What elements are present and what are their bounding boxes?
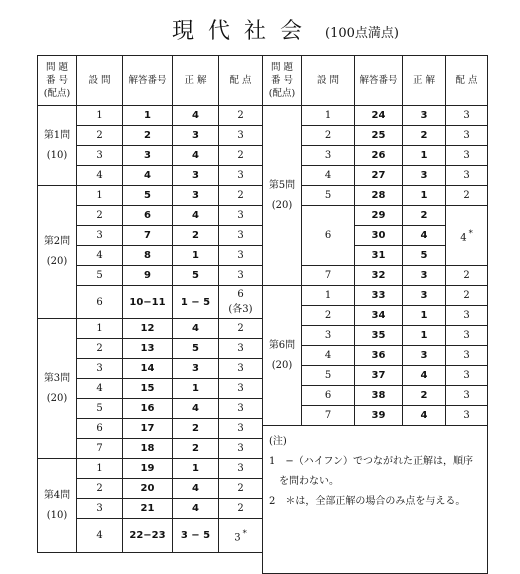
group-label-cell — [38, 106, 77, 186]
question-cell: 7 — [77, 439, 123, 459]
question-cell: 4 — [302, 166, 355, 186]
correct-answer-cell: 4 — [173, 319, 219, 339]
header-answer-number: 解答番号 — [123, 56, 173, 106]
points-cell — [219, 106, 263, 126]
question-cell: 1 — [77, 319, 123, 339]
answer-number-cell: 20 — [123, 479, 173, 499]
answer-number-cell: 39 — [355, 406, 403, 426]
points-cell — [219, 459, 263, 479]
group-points: (10) — [46, 149, 68, 161]
correct-answer-cell: 1 — [403, 146, 446, 166]
points-cell — [219, 206, 263, 226]
note-line: 1 −（ハイフン）でつながれた正解は，順序 — [269, 456, 474, 467]
question-cell: 1 — [302, 106, 355, 126]
points-cell — [219, 319, 263, 339]
correct-answer-cell: 5 — [173, 266, 219, 286]
points-cell — [446, 126, 488, 146]
note-line: 2 ＊は，全部正解の場合のみ点を与える。 — [269, 496, 466, 507]
points-value: 2 — [463, 290, 470, 301]
correct-answer-cell: 4 — [173, 499, 219, 519]
answer-number-cell: 17 — [123, 419, 173, 439]
correct-answer-cell: 4 — [173, 106, 219, 126]
correct-answer-cell: 1 — [173, 459, 219, 479]
answer-number-cell: 1 — [123, 106, 173, 126]
header-group: 問 題 番 号 (配点) — [38, 56, 77, 106]
points-value: 3 — [237, 170, 244, 181]
points-cell — [219, 126, 263, 146]
correct-answer-cell: 4 — [173, 399, 219, 419]
answer-number-cell: 19 — [123, 459, 173, 479]
table-row — [263, 286, 488, 306]
question-cell: 5 — [302, 366, 355, 386]
group-name: 第6問 — [268, 339, 296, 351]
header-question: 設 問 — [77, 56, 123, 106]
question-cell: 6 — [77, 286, 123, 319]
question-cell: 3 — [302, 146, 355, 166]
points-value: 3 — [463, 330, 470, 341]
correct-answer-cell: 4 — [403, 406, 446, 426]
points-value: 3 — [237, 383, 244, 394]
correct-answer-cell: 1 — [173, 379, 219, 399]
correct-answer-cell: 4 — [173, 479, 219, 499]
group-points: (20) — [271, 199, 293, 211]
points-value: 3 — [237, 463, 244, 474]
question-cell: 2 — [77, 126, 123, 146]
group-points: (10) — [46, 509, 68, 521]
group-name: 第4問 — [43, 489, 71, 501]
answer-number-cell: 36 — [355, 346, 403, 366]
required-all-star: * — [468, 227, 473, 238]
points-value: 3 — [237, 230, 244, 241]
points-cell — [219, 266, 263, 286]
points-cell — [446, 206, 488, 266]
points-cell — [219, 499, 263, 519]
question-cell: 3 — [302, 326, 355, 346]
points-value: 2 — [237, 110, 244, 121]
answer-number-cell: 10−11 — [123, 286, 173, 319]
correct-answer-cell: 4 — [403, 226, 446, 246]
points-cell — [219, 146, 263, 166]
question-cell: 3 — [77, 146, 123, 166]
answer-number-cell: 33 — [355, 286, 403, 306]
answer-number-cell: 32 — [355, 266, 403, 286]
points-value: 2 — [463, 190, 470, 201]
question-cell: 4 — [77, 246, 123, 266]
points-value: 3 — [237, 270, 244, 281]
answer-number-cell: 29 — [355, 206, 403, 226]
answer-number-cell: 7 — [123, 226, 173, 246]
correct-answer-cell: 2 — [173, 226, 219, 246]
points-note: (各3) — [228, 304, 253, 315]
points-cell — [446, 386, 488, 406]
points-cell — [446, 266, 488, 286]
correct-answer-cell: 2 — [403, 206, 446, 226]
points-value: 3 — [463, 410, 470, 421]
question-cell: 1 — [77, 459, 123, 479]
points-value: 2 — [237, 483, 244, 494]
page-title — [0, 14, 520, 54]
points-value: 2 — [237, 503, 244, 514]
answer-number-cell: 4 — [123, 166, 173, 186]
group-label-cell — [263, 286, 302, 426]
answer-number-cell: 8 — [123, 246, 173, 266]
question-cell: 2 — [302, 306, 355, 326]
points-value: 3 — [237, 363, 244, 374]
correct-answer-cell: 4 — [403, 366, 446, 386]
question-cell: 6 — [302, 206, 355, 266]
points-cell — [446, 406, 488, 426]
answer-number-cell: 28 — [355, 186, 403, 206]
correct-answer-cell: 1 — [403, 306, 446, 326]
question-cell: 2 — [302, 126, 355, 146]
question-cell: 4 — [77, 379, 123, 399]
table-row — [38, 106, 263, 126]
points-cell — [446, 366, 488, 386]
answer-number-cell: 24 — [355, 106, 403, 126]
points-cell — [219, 519, 263, 553]
points-value: 3 — [463, 370, 470, 381]
question-cell: 5 — [302, 186, 355, 206]
points-value: 3 — [463, 110, 470, 121]
answer-number-cell: 27 — [355, 166, 403, 186]
group-label-cell — [263, 106, 302, 286]
answer-number-cell: 16 — [123, 399, 173, 419]
correct-answer-cell: 5 — [173, 339, 219, 359]
points-cell — [446, 326, 488, 346]
correct-answer-cell: 2 — [403, 126, 446, 146]
correct-answer-cell: 3 — [173, 166, 219, 186]
points-value: 3 — [237, 423, 244, 434]
correct-answer-cell: 3 — [173, 126, 219, 146]
answer-number-cell: 22−23 — [123, 519, 173, 553]
header-answer-number: 解答番号 — [355, 56, 403, 106]
required-all-star: * — [242, 527, 247, 538]
answer-number-cell: 2 — [123, 126, 173, 146]
answer-number-cell: 3 — [123, 146, 173, 166]
points-cell — [219, 439, 263, 459]
answer-number-cell: 31 — [355, 246, 403, 266]
points-value: 6 — [237, 289, 244, 300]
points-value: 3 — [463, 310, 470, 321]
table-row — [263, 106, 488, 126]
points-cell — [219, 399, 263, 419]
subject-title: 現代社会 — [172, 19, 317, 44]
points-cell — [446, 186, 488, 206]
answer-number-cell: 38 — [355, 386, 403, 406]
question-cell: 7 — [302, 266, 355, 286]
correct-answer-cell: 2 — [173, 439, 219, 459]
answer-number-cell: 25 — [355, 126, 403, 146]
points-value: 2 — [237, 323, 244, 334]
correct-answer-cell: 1 — [173, 246, 219, 266]
answer-number-cell: 37 — [355, 366, 403, 386]
points-value: 3 — [463, 350, 470, 361]
correct-answer-cell: 3 − 5 — [173, 519, 219, 553]
note-line: を問わない。 — [269, 476, 339, 487]
points-value: 3 — [237, 443, 244, 454]
header-points: 配 点 — [446, 56, 488, 106]
answer-number-cell: 5 — [123, 186, 173, 206]
points-value: 3 — [237, 343, 244, 354]
points-cell — [219, 359, 263, 379]
header-correct-answer: 正 解 — [403, 56, 446, 106]
question-cell: 1 — [302, 286, 355, 306]
correct-answer-cell: 3 — [403, 286, 446, 306]
answer-number-cell: 18 — [123, 439, 173, 459]
points-value: 3 — [237, 250, 244, 261]
answer-number-cell: 30 — [355, 226, 403, 246]
answer-number-cell: 6 — [123, 206, 173, 226]
question-cell: 3 — [77, 359, 123, 379]
points-cell — [219, 419, 263, 439]
question-cell: 2 — [77, 339, 123, 359]
question-cell: 5 — [77, 266, 123, 286]
points-value: 2 — [237, 190, 244, 201]
question-cell: 4 — [302, 346, 355, 366]
correct-answer-cell: 4 — [173, 206, 219, 226]
table-row — [38, 459, 263, 479]
points-cell — [219, 379, 263, 399]
answer-number-cell: 13 — [123, 339, 173, 359]
points-cell — [219, 166, 263, 186]
points-value: 3 — [463, 170, 470, 181]
points-cell — [446, 306, 488, 326]
points-value: 3 — [237, 210, 244, 221]
group-label-cell — [38, 459, 77, 553]
header-points: 配 点 — [219, 56, 263, 106]
group-name: 第5問 — [268, 179, 296, 191]
group-points: (20) — [271, 359, 293, 371]
answer-table-left — [37, 55, 263, 553]
header-group: 問 題 番 号 (配点) — [263, 56, 302, 106]
correct-answer-cell: 3 — [403, 166, 446, 186]
points-value: 3 — [237, 403, 244, 414]
points-value: 3 — [237, 130, 244, 141]
group-points: (20) — [46, 392, 68, 404]
notes-cell — [263, 426, 488, 574]
points-value: 3 — [234, 532, 241, 544]
group-name: 第2問 — [43, 236, 71, 247]
question-cell: 4 — [77, 166, 123, 186]
correct-answer-cell: 4 — [173, 146, 219, 166]
header-question: 設 問 — [302, 56, 355, 106]
question-cell: 6 — [302, 386, 355, 406]
group-name: 第3問 — [43, 372, 71, 384]
points-cell — [446, 166, 488, 186]
group-points: (20) — [46, 256, 68, 267]
points-cell — [446, 286, 488, 306]
question-cell: 1 — [77, 186, 123, 206]
answer-number-cell: 15 — [123, 379, 173, 399]
question-cell: 6 — [77, 419, 123, 439]
question-cell: 7 — [302, 406, 355, 426]
points-cell — [219, 339, 263, 359]
table-row — [38, 186, 263, 206]
points-value: 2 — [463, 270, 470, 281]
points-cell — [219, 226, 263, 246]
points-value: 2 — [237, 150, 244, 161]
correct-answer-cell: 3 — [403, 266, 446, 286]
points-value: 4 — [460, 232, 467, 244]
correct-answer-cell: 3 — [173, 359, 219, 379]
correct-answer-cell: 1 — [403, 326, 446, 346]
answer-number-cell: 12 — [123, 319, 173, 339]
correct-answer-cell: 1 − 5 — [173, 286, 219, 319]
points-cell — [219, 479, 263, 499]
points-cell — [219, 246, 263, 266]
answer-number-cell: 35 — [355, 326, 403, 346]
points-value: 3 — [463, 390, 470, 401]
correct-answer-cell: 3 — [403, 346, 446, 366]
table-row — [38, 319, 263, 339]
points-cell — [219, 286, 263, 319]
points-cell — [219, 186, 263, 206]
question-cell: 5 — [77, 399, 123, 419]
subject-points: (100点満点) — [325, 26, 399, 41]
answer-number-cell: 34 — [355, 306, 403, 326]
question-cell: 3 — [77, 226, 123, 246]
answer-number-cell: 21 — [123, 499, 173, 519]
points-cell — [446, 146, 488, 166]
question-cell: 1 — [77, 106, 123, 126]
answer-number-cell: 26 — [355, 146, 403, 166]
notes-label: (注) — [269, 436, 287, 447]
points-cell — [446, 346, 488, 366]
answer-number-cell: 14 — [123, 359, 173, 379]
group-name: 第1問 — [43, 129, 71, 141]
question-cell: 2 — [77, 479, 123, 499]
question-cell: 3 — [77, 499, 123, 519]
correct-answer-cell: 3 — [173, 186, 219, 206]
points-value: 3 — [463, 150, 470, 161]
correct-answer-cell: 5 — [403, 246, 446, 266]
group-label-cell — [38, 319, 77, 459]
answer-table-right — [262, 55, 488, 574]
group-label-cell — [38, 186, 77, 319]
correct-answer-cell: 2 — [173, 419, 219, 439]
points-value: 3 — [463, 130, 470, 141]
correct-answer-cell: 2 — [403, 386, 446, 406]
points-cell — [446, 106, 488, 126]
question-cell: 4 — [77, 519, 123, 553]
header-correct-answer: 正 解 — [173, 56, 219, 106]
question-cell: 2 — [77, 206, 123, 226]
answer-number-cell: 9 — [123, 266, 173, 286]
correct-answer-cell: 3 — [403, 106, 446, 126]
correct-answer-cell: 1 — [403, 186, 446, 206]
